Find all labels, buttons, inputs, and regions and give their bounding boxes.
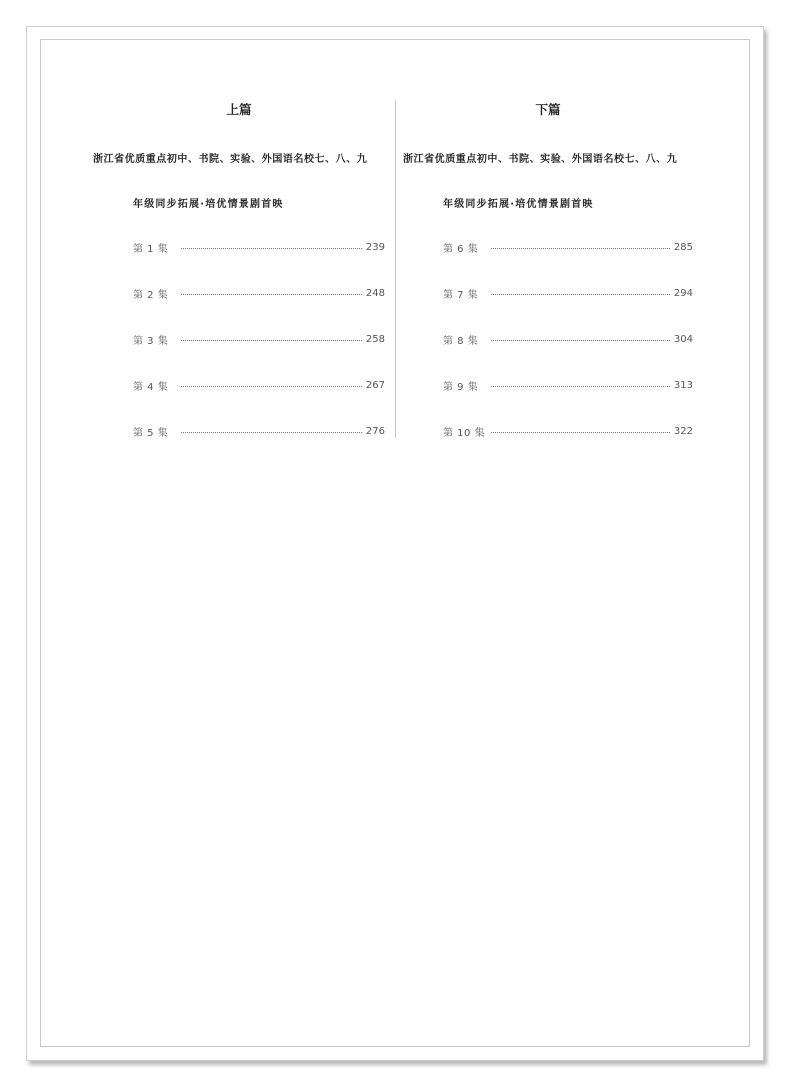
toc-entry[interactable] [443, 378, 693, 392]
toc-entry-page: 267 [365, 379, 385, 391]
toc-entry[interactable] [133, 286, 385, 300]
toc-entry[interactable] [133, 332, 385, 346]
toc-entry-label: 第 5 集 [133, 427, 169, 439]
leader-dots [491, 248, 670, 249]
toc-entry-label: 第 10 集 [443, 427, 486, 439]
toc-entry-label: 第 6 集 [443, 243, 479, 255]
leader-dots [491, 432, 670, 433]
toc-entry-label: 第 1 集 [133, 243, 169, 255]
toc-entry-label: 第 8 集 [443, 335, 479, 347]
leader-dots [181, 294, 362, 295]
section-subtitle-line1: 浙江省优质重点初中、书院、实验、外国语名校七、八、九 [403, 154, 678, 165]
toc-entry[interactable] [443, 424, 693, 438]
toc-entry-label: 第 2 集 [133, 289, 169, 301]
toc-entry-page: 313 [673, 379, 693, 391]
section-subtitle-line2: 年级同步拓展·培优情景剧首映 [443, 199, 594, 210]
section-subtitle-line2: 年级同步拓展·培优情景剧首映 [133, 199, 284, 210]
section-title: 下篇 [535, 102, 561, 117]
toc-entry-label: 第 9 集 [443, 381, 479, 393]
toc-entry[interactable] [443, 286, 693, 300]
toc-entry-page: 258 [365, 333, 385, 345]
toc-entry-label: 第 3 集 [133, 335, 169, 347]
toc-entry-label: 第 4 集 [133, 381, 169, 393]
toc-entry-label: 第 7 集 [443, 289, 479, 301]
toc-entry-page: 239 [365, 241, 385, 253]
toc-entry-page: 276 [365, 425, 385, 437]
toc-entry-page: 285 [673, 241, 693, 253]
leader-dots [181, 386, 362, 387]
leader-dots [491, 340, 670, 341]
toc-entry-page: 248 [365, 287, 385, 299]
toc-entry[interactable] [133, 378, 385, 392]
leader-dots [491, 294, 670, 295]
leader-dots [491, 386, 670, 387]
section-subtitle-line1: 浙江省优质重点初中、书院、实验、外国语名校七、八、九 [93, 154, 368, 165]
column-divider [395, 100, 396, 438]
leader-dots [181, 340, 362, 341]
leader-dots [181, 248, 362, 249]
toc-entry-page: 322 [673, 425, 693, 437]
toc-entry-page: 294 [673, 287, 693, 299]
section-title: 上篇 [226, 102, 252, 117]
toc-entry[interactable] [443, 240, 693, 254]
toc-entry-page: 304 [673, 333, 693, 345]
leader-dots [181, 432, 362, 433]
toc-entry[interactable] [133, 240, 385, 254]
toc-entry[interactable] [443, 332, 693, 346]
toc-entry[interactable] [133, 424, 385, 438]
